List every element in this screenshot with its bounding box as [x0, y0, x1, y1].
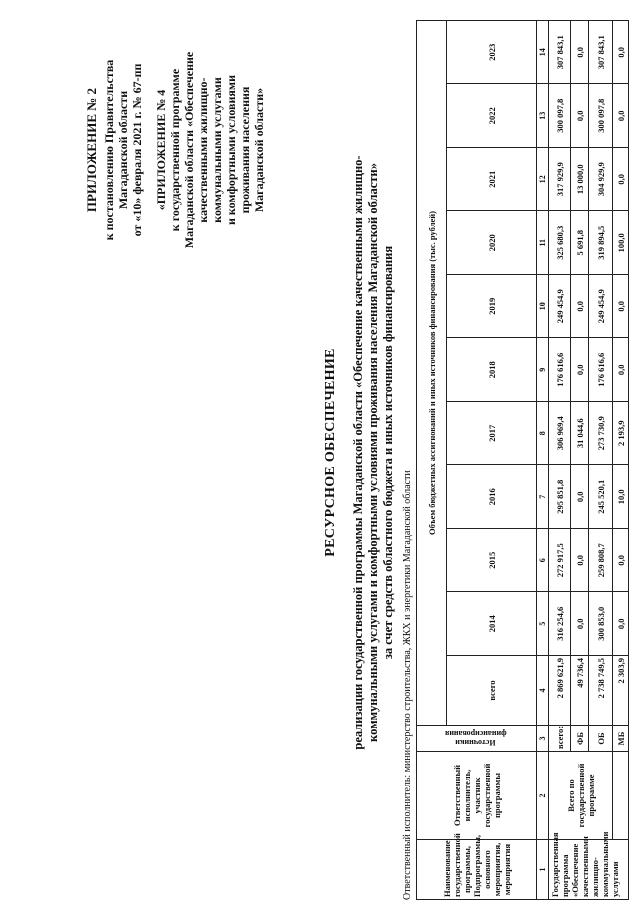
value-cell: 295 851,8 — [549, 465, 571, 529]
value-cell: 2 193,9 — [613, 402, 629, 466]
column-number: 7 — [537, 465, 549, 529]
value-cell: 176 616,6 — [589, 338, 613, 402]
value-cell: 273 730,9 — [589, 402, 613, 466]
appendix-line: к постановлению Правительства — [102, 59, 116, 241]
header-year: 2023 — [447, 21, 537, 85]
value-cell: 0,0 — [613, 275, 629, 339]
header-year: 2015 — [447, 529, 537, 593]
appendix-quote-line: к государственной программе — [168, 68, 182, 232]
executor-cell-empty — [613, 752, 629, 840]
appendix-line: Магаданской области — [116, 90, 130, 210]
value-cell: 0,0 — [571, 21, 589, 85]
value-cell: 316 254,6 — [549, 592, 571, 656]
value-cell: 300 097,8 — [549, 84, 571, 148]
header-year: 2016 — [447, 465, 537, 529]
appendix-line: от «10» февраля 2021 г. № 67-пп — [130, 63, 144, 237]
value-cell: 306 969,4 — [549, 402, 571, 466]
column-number: 14 — [537, 21, 549, 85]
page-title: РЕСУРСНОЕ ОБЕСПЕЧЕНИЕ — [323, 348, 338, 557]
column-number: 3 — [537, 726, 549, 752]
column-number: 11 — [537, 211, 549, 275]
resource-table — [416, 20, 629, 900]
source-cell: всего: — [549, 726, 571, 752]
value-cell: 245 520,1 — [589, 465, 613, 529]
value-cell: 319 894,5 — [589, 211, 613, 275]
value-cell: 300 853,0 — [589, 592, 613, 656]
appendix-quote-line: проживания населения — [238, 86, 252, 214]
appendix-quote-line: коммунальными услугами — [210, 77, 224, 223]
value-cell: 0,0 — [571, 275, 589, 339]
value-cell: 13 000,0 — [571, 148, 589, 212]
value-cell: 0,0 — [571, 84, 589, 148]
column-number: 13 — [537, 84, 549, 148]
header-year: 2021 — [447, 148, 537, 212]
header-year: 2020 — [447, 211, 537, 275]
program-name-cell: Государственная программа «Обеспечение качественными жилищно-коммунальными услугами — [549, 840, 629, 900]
table-row — [613, 21, 629, 900]
header-total: всего — [447, 656, 537, 726]
header-program-name: Наименование государственной программы, Подпрограммы, основного мероприятия, мероприятия — [417, 840, 537, 900]
value-cell: 0,0 — [613, 592, 629, 656]
source-cell: ОБ — [589, 726, 613, 752]
value-cell: 0,0 — [613, 338, 629, 402]
appendix-quote-line: качественными жилищно- — [196, 77, 210, 223]
column-number: 10 — [537, 275, 549, 339]
value-cell: 259 808,7 — [589, 529, 613, 593]
total-cell: 2 738 749,5 — [589, 656, 613, 726]
appendix-quote-line: Магаданской области «Обеспечение — [182, 51, 196, 249]
value-cell: 0,0 — [571, 338, 589, 402]
value-cell: 31 044,6 — [571, 402, 589, 466]
subtitle-line: за счет средств областного бюджета и иных источников финансирования — [381, 245, 395, 660]
appendix-block — [85, 20, 266, 280]
header-year: 2018 — [447, 338, 537, 402]
total-cell: 2 303,9 — [613, 656, 629, 726]
column-number: 2 — [537, 752, 549, 840]
total-cell: 2 869 621,9 — [549, 656, 571, 726]
column-number: 6 — [537, 529, 549, 593]
table-row — [549, 21, 571, 900]
subtitle-line: реализации государственной программы Магаданской области «Обеспечение качественными жилищно- — [351, 155, 365, 750]
value-cell: 0,0 — [571, 465, 589, 529]
value-cell: 304 929,9 — [589, 148, 613, 212]
value-cell: 249 454,9 — [549, 275, 571, 339]
value-cell: 0,0 — [613, 84, 629, 148]
title-block — [323, 30, 396, 875]
value-cell: 100,0 — [613, 211, 629, 275]
value-cell: 307 843,1 — [589, 21, 613, 85]
value-cell: 0,0 — [613, 21, 629, 85]
header-volume: Объем бюджетных ассигнований и иных источников финансирования (тыс. рублей) — [417, 21, 447, 726]
value-cell: 10,0 — [613, 465, 629, 529]
value-cell: 307 843,1 — [549, 21, 571, 85]
value-cell: 0,0 — [571, 592, 589, 656]
value-cell: 0,0 — [613, 529, 629, 593]
subtitle-line: коммунальными услугами и комфортными условиями проживания населения Магаданской области» — [366, 163, 380, 742]
value-cell: 0,0 — [613, 148, 629, 212]
value-cell: 0,0 — [571, 529, 589, 593]
appendix-quote-line: и комфортными условиями — [224, 74, 238, 226]
header-funding-source: Источники финансирования — [417, 726, 537, 752]
appendix-quote-line: Магаданской области» — [252, 87, 266, 213]
value-cell: 272 917,5 — [549, 529, 571, 593]
appendix-number: ПРИЛОЖЕНИЕ № 2 — [84, 87, 99, 213]
value-cell: 325 680,3 — [549, 211, 571, 275]
executor-cell: Всего по государственной программе — [549, 752, 613, 840]
header-year: 2022 — [447, 84, 537, 148]
value-cell: 317 929,9 — [549, 148, 571, 212]
value-cell: 176 616,6 — [549, 338, 571, 402]
value-cell: 249 454,9 — [589, 275, 613, 339]
column-number: 4 — [537, 656, 549, 726]
column-number: 8 — [537, 402, 549, 466]
header-year: 2017 — [447, 402, 537, 466]
header-year: 2014 — [447, 592, 537, 656]
column-number: 12 — [537, 148, 549, 212]
column-number: 1 — [537, 840, 549, 900]
value-cell: 5 691,8 — [571, 211, 589, 275]
column-number: 5 — [537, 592, 549, 656]
header-executor: Ответственный исполнитель, участник государственной программы — [417, 752, 537, 840]
source-cell: МБ — [613, 726, 629, 752]
header-year: 2019 — [447, 275, 537, 339]
source-cell: ФБ — [571, 726, 589, 752]
appendix-quote-number: «ПРИЛОЖЕНИЕ № 4 — [154, 89, 168, 211]
responsible-executor: Ответственный исполнитель: министерство строительства, ЖКХ и энергетики Магаданской области — [402, 470, 413, 900]
column-number: 9 — [537, 338, 549, 402]
value-cell: 300 097,8 — [589, 84, 613, 148]
total-cell: 49 736,4 — [571, 656, 589, 726]
